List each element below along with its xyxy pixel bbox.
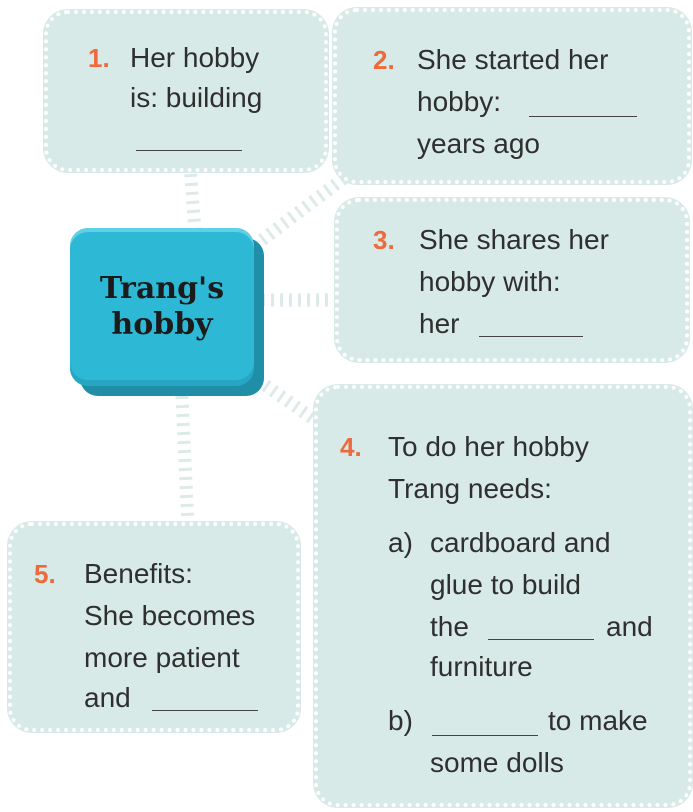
bubble-3-line-2: hobby with: — [419, 266, 561, 297]
connector-1 — [190, 165, 195, 232]
bubble-3-shares — [335, 198, 689, 362]
option-b-line-2: some dolls — [430, 747, 564, 778]
bubble-1-line-1: Her hobby — [130, 42, 260, 73]
item-number-1: 1. — [88, 43, 110, 73]
option-b-label: b) — [388, 705, 413, 736]
blank-1 — [136, 150, 242, 151]
bubble-5-line-1: Benefits: — [84, 558, 193, 589]
blank-4a — [488, 639, 594, 640]
bubble-2-line-3: years ago — [417, 128, 540, 159]
bubble-4-line-2: Trang needs: — [388, 473, 552, 504]
connector-4 — [258, 380, 322, 425]
bubble-5-line-3: more patient — [84, 642, 240, 673]
connector-5 — [182, 396, 188, 526]
bubble-4-needs — [314, 385, 692, 807]
bubble-5-benefits — [8, 522, 300, 732]
item-number-2: 2. — [373, 45, 395, 75]
bubble-1-hobby — [44, 10, 328, 172]
item-number-3: 3. — [373, 225, 395, 255]
option-a-line-1: cardboard and — [430, 527, 611, 558]
bubble-2-line-2: hobby: — [417, 86, 502, 117]
bubble-3-line-3: her — [419, 308, 460, 339]
blank-5 — [152, 710, 258, 711]
bubble-4-line-1: To do her hobby — [388, 431, 589, 462]
bubble-2-line-1: She started her — [417, 44, 609, 75]
option-a-label: a) — [388, 527, 413, 558]
center-node — [70, 228, 254, 386]
option-a-line-3-start: the — [430, 611, 469, 642]
center-node-label: Trang's hobby — [99, 271, 225, 342]
item-number-4: 4. — [340, 432, 362, 462]
option-a-line-3-end: and — [606, 611, 653, 642]
bubble-3-line-1: She shares her — [419, 224, 609, 255]
blank-2 — [529, 116, 637, 117]
option-a-line-4: furniture — [430, 651, 533, 682]
bubble-1-line-2: is: building — [130, 82, 263, 113]
item-number-5: 5. — [34, 559, 56, 589]
blank-3 — [479, 336, 583, 337]
bubble-2-started — [333, 8, 691, 184]
option-a-line-2: glue to build — [430, 569, 582, 600]
option-b-line-1: to make — [548, 705, 648, 736]
bubble-5-line-2: She becomes — [84, 600, 256, 631]
bubble-5-line-4: and — [84, 682, 131, 713]
blank-4b — [432, 735, 538, 736]
